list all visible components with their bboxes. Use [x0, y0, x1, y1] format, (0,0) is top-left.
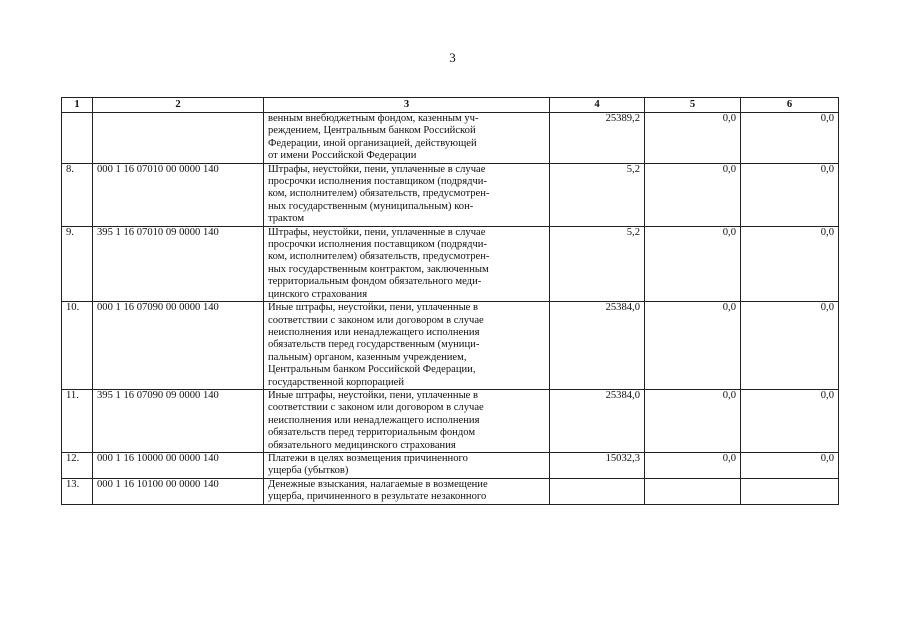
row-description [264, 226, 550, 301]
row-description [264, 163, 550, 226]
description-line: соответствии с законом или договором в случае [268, 314, 484, 326]
table-row [62, 389, 839, 452]
column-header: 2 [93, 98, 264, 113]
description-line: территориальным фондом обязательного меди- [268, 276, 482, 288]
budget-code: 000 1 16 10000 00 0000 140 [93, 452, 264, 478]
table-row [62, 302, 839, 390]
value-col-6: 0,0 [741, 226, 839, 301]
description-line: реждением, Центральным банком Российской [268, 125, 476, 137]
description-line: от имени Российской Федерации [268, 150, 417, 162]
value-col-4: 5,2 [550, 226, 645, 301]
budget-code [93, 113, 264, 164]
description-line: ных государственным (муниципальным) кон- [268, 200, 474, 212]
data-table [61, 97, 839, 505]
row-number: 8. [62, 163, 93, 226]
description-line: Денежные взыскания, налагаемые в возмещение [268, 478, 488, 490]
value-col-6: 0,0 [741, 302, 839, 390]
table-row [62, 452, 839, 478]
description-line: ущерба (убытков) [268, 465, 349, 477]
budget-code: 000 1 16 07090 00 0000 140 [93, 302, 264, 390]
value-col-4: 25384,0 [550, 389, 645, 452]
row-number [62, 113, 93, 164]
value-col-6: 0,0 [741, 452, 839, 478]
row-number: 12. [62, 452, 93, 478]
value-col-6: 0,0 [741, 113, 839, 164]
row-description [264, 452, 550, 478]
value-col-5: 0,0 [645, 163, 741, 226]
column-header: 3 [264, 98, 550, 113]
description-line: Федерации, иной организацией, действующей [268, 137, 477, 149]
row-description [264, 478, 550, 504]
value-col-5 [645, 478, 741, 504]
value-col-5: 0,0 [645, 226, 741, 301]
description-line: ком, исполнителем) обязательств, предусмотрен- [268, 188, 490, 200]
column-header: 5 [645, 98, 741, 113]
value-col-5: 0,0 [645, 452, 741, 478]
table-row [62, 226, 839, 301]
row-number: 9. [62, 226, 93, 301]
column-header: 1 [62, 98, 93, 113]
description-line: Штрафы, неустойки, пени, уплаченные в случае [268, 163, 486, 175]
description-line: Штрафы, неустойки, пени, уплаченные в случае [268, 226, 486, 238]
description-line: обязательств перед государственным (муници- [268, 339, 480, 351]
budget-code: 000 1 16 10100 00 0000 140 [93, 478, 264, 504]
table-row [62, 113, 839, 164]
value-col-6: 0,0 [741, 163, 839, 226]
value-col-4: 5,2 [550, 163, 645, 226]
description-line: Платежи в целях возмещения причиненного [268, 452, 468, 464]
table-row [62, 478, 839, 504]
value-col-4 [550, 478, 645, 504]
description-line: неисполнения или ненадлежащего исполнения [268, 414, 480, 426]
description-line: венным внебюджетным фондом, казенным уч- [268, 113, 479, 124]
row-number: 10. [62, 302, 93, 390]
description-line: просрочки исполнения поставщиком (подрядчи- [268, 239, 487, 251]
description-line: ком, исполнителем) обязательств, предусмотрен- [268, 251, 490, 263]
budget-code: 000 1 16 07010 00 0000 140 [93, 163, 264, 226]
budget-code: 395 1 16 07090 09 0000 140 [93, 389, 264, 452]
description-line: обязательств перед территориальным фондом [268, 427, 476, 439]
budget-code: 395 1 16 07010 09 0000 140 [93, 226, 264, 301]
description-line: неисполнения или ненадлежащего исполнения [268, 326, 480, 338]
value-col-6 [741, 478, 839, 504]
description-line: Центральным банком Российской Федерации, [268, 364, 476, 376]
description-line: ущерба, причиненного в результате незаконного [268, 491, 487, 503]
value-col-6: 0,0 [741, 389, 839, 452]
description-line: Иные штрафы, неустойки, пени, уплаченные в [268, 389, 479, 401]
header-row [62, 98, 839, 113]
description-line: трактом [268, 213, 305, 225]
row-number: 13. [62, 478, 93, 504]
description-line: цинского страхования [268, 288, 368, 300]
column-header: 6 [741, 98, 839, 113]
description-line: Иные штрафы, неустойки, пени, уплаченные в [268, 302, 479, 314]
row-number: 11. [62, 389, 93, 452]
column-header: 4 [550, 98, 645, 113]
description-line: государственной корпорацией [268, 376, 405, 388]
value-col-4: 25384,0 [550, 302, 645, 390]
value-col-5: 0,0 [645, 389, 741, 452]
description-line: просрочки исполнения поставщиком (подрядчи- [268, 176, 487, 188]
description-line: пальным) органом, казенным учреждением, [268, 351, 467, 363]
value-col-5: 0,0 [645, 113, 741, 164]
row-description [264, 302, 550, 390]
row-description [264, 113, 550, 164]
page-number: 3 [449, 50, 456, 65]
description-line: ных государственным контрактом, заключенным [268, 263, 489, 275]
row-description [264, 389, 550, 452]
description-line: обязательного медицинского страхования [268, 439, 456, 451]
table-row [62, 163, 839, 226]
value-col-4: 25389,2 [550, 113, 645, 164]
value-col-5: 0,0 [645, 302, 741, 390]
value-col-4: 15032,3 [550, 452, 645, 478]
description-line: соответствии с законом или договором в случае [268, 402, 484, 414]
